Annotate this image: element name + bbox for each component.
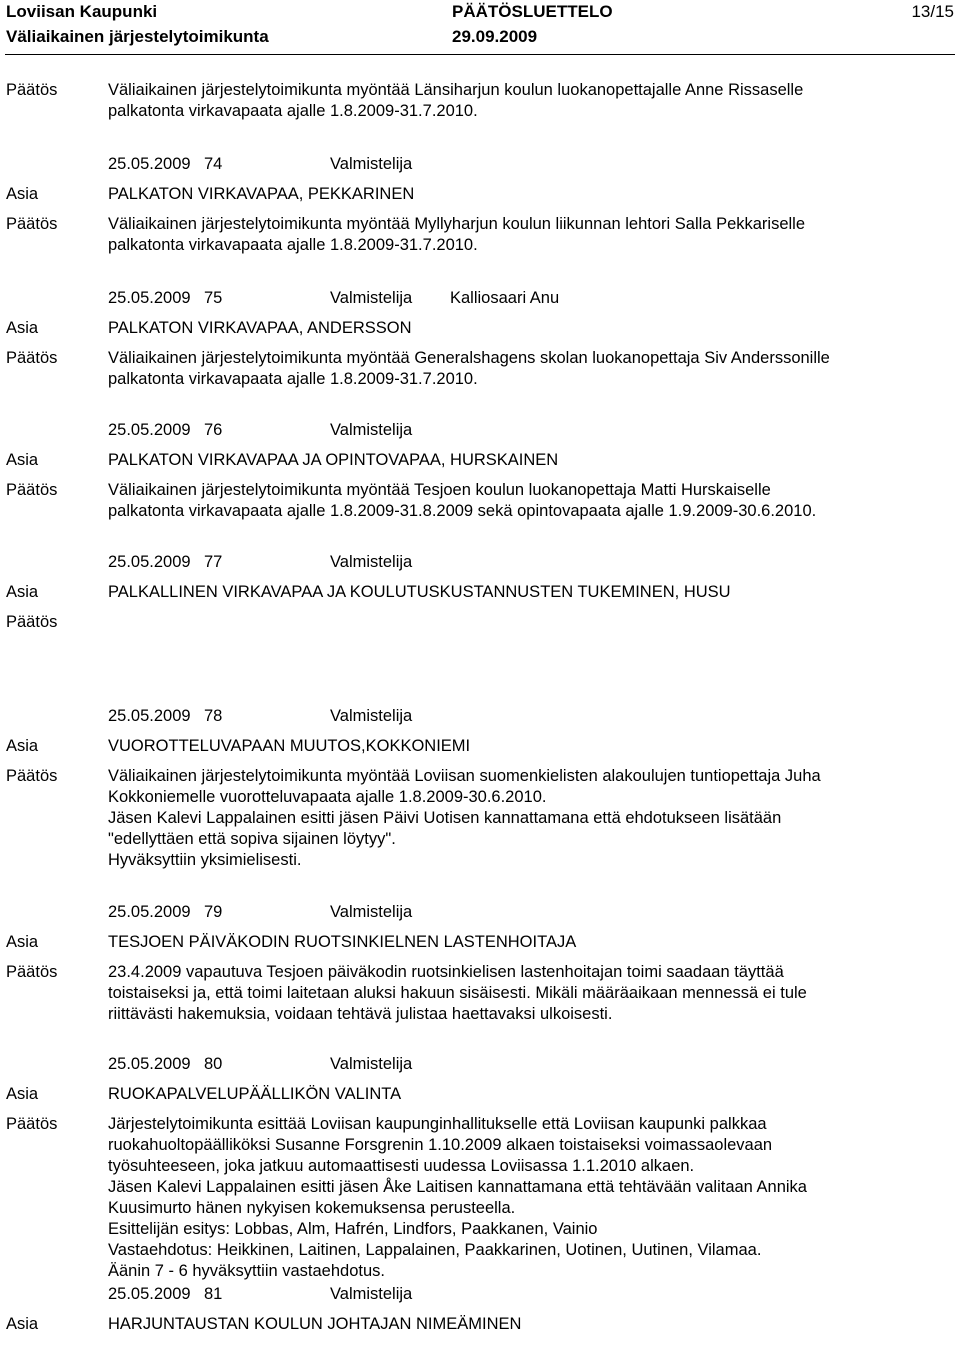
asia-label: Asia (6, 451, 39, 469)
decision-item (0, 1284, 960, 1335)
decision-text-line: Väliaikainen järjestelytoimikunta myöntää Länsiharjun koulun luokanopettajalle Anne Rissaselle (108, 81, 804, 99)
item-role: Valmistelija (330, 1055, 413, 1073)
decision-text-line: palkatonta virkavapaata ajalle 1.8.2009-31.7.2010. (108, 236, 478, 254)
decision-text-line: Esittelijän esitys: Lobbas, Alm, Hafrén, Lindfors, Paakkanen, Vainio (108, 1220, 598, 1238)
decision-item (0, 902, 960, 1025)
item-preparer: Kalliosaari Anu (450, 289, 560, 307)
decision-text-line: "edellyttäen että sopiva sijainen löytyy". (108, 830, 396, 848)
header-org: Loviisan Kaupunki (6, 2, 158, 21)
item-number: 80 (204, 1055, 223, 1073)
item-date: 25.05.2009 (108, 155, 191, 173)
decision-text-line: Kokkoniemelle vuorotteluvapaata ajalle 1.8.2009-30.6.2010. (108, 788, 547, 806)
decision-text-line: Jäsen Kalevi Lappalainen esitti jäsen Åke Laitisen kannattamana että tehtävään valitaan Annika (108, 1178, 807, 1196)
item-role: Valmistelija (330, 707, 413, 725)
item-subject: PALKATON VIRKAVAPAA, ANDERSSON (108, 319, 412, 337)
decision-text-line: työsuhteeseen, joka jatkuu automaattisesti uudessa Loviisassa 1.1.2010 alkaen. (108, 1157, 695, 1175)
item-number: 81 (204, 1285, 223, 1303)
decision-text-line: Väliaikainen järjestelytoimikunta myöntää Tesjoen koulun luokanopettaja Matti Hurskaiselle (108, 481, 771, 499)
decision-text-line: ruokahuoltopäälliköksi Susanne Forsgrenin 1.10.2009 alkaen toistaiseksi voimassaolevaan (108, 1136, 773, 1154)
item-number: 78 (204, 707, 223, 725)
paatos-label: Päätös (6, 1115, 58, 1133)
item-role: Valmistelija (330, 155, 413, 173)
item-subject: HARJUNTAUSTAN KOULUN JOHTAJAN NIMEÄMINEN (108, 1315, 522, 1333)
item-subject: PALKALLINEN VIRKAVAPAA JA KOULUTUSKUSTANNUSTEN TUKEMINEN, HUSU (108, 583, 731, 601)
decision-text-line: Vastaehdotus: Heikkinen, Laitinen, Lappalainen, Paakkarinen, Uotinen, Uutinen, Vilamaa. (108, 1241, 762, 1259)
decision-item (0, 288, 960, 390)
item-role: Valmistelija (330, 1285, 413, 1303)
asia-label: Asia (6, 185, 39, 203)
decision-item (0, 552, 960, 633)
item-subject: VUOROTTELUVAPAAN MUUTOS,KOKKONIEMI (108, 737, 471, 755)
item-date: 25.05.2009 (108, 1055, 191, 1073)
item-date: 25.05.2009 (108, 421, 191, 439)
paatos-label: Päätös (6, 767, 58, 785)
header-doc-type: PÄÄTÖSLUETTELO (452, 2, 613, 21)
paatos-label: Päätös (6, 963, 58, 981)
paatos-label: Päätös (6, 349, 58, 367)
item-role: Valmistelija (330, 421, 413, 439)
asia-label: Asia (6, 737, 39, 755)
decision-text-line: Väliaikainen järjestelytoimikunta myöntää Loviisan suomenkielisten alakoulujen tuntiopettaja Juha (108, 767, 821, 785)
item-number: 75 (204, 289, 223, 307)
decision-text-line: palkatonta virkavapaata ajalle 1.8.2009-31.7.2010. (108, 370, 478, 388)
decision-text-line: Kuusimurto hänen nykyisen kokemuksensa perusteella. (108, 1199, 516, 1217)
paatos-label: Päätös (6, 81, 58, 99)
decision-text-line: 23.4.2009 vapautuva Tesjoen päiväkodin ruotsinkielisen lastenhoitajan toimi saadaan täyttää (108, 963, 784, 981)
decision-text-line: riittävästi hakemuksia, voidaan tehtävä julistaa haettavaksi ulkoisesti. (108, 1005, 613, 1023)
item-subject: PALKATON VIRKAVAPAA JA OPINTOVAPAA, HURSKAINEN (108, 451, 559, 469)
item-date: 25.05.2009 (108, 707, 191, 725)
asia-label: Asia (6, 583, 39, 601)
item-number: 74 (204, 155, 223, 173)
decision-item (0, 1054, 960, 1282)
asia-label: Asia (6, 1315, 39, 1333)
asia-label: Asia (6, 1085, 39, 1103)
paatos-label: Päätös (6, 215, 58, 233)
asia-label: Asia (6, 319, 39, 337)
item-subject: PALKATON VIRKAVAPAA, PEKKARINEN (108, 185, 415, 203)
decision-text-line: Järjestelytoimikunta esittää Loviisan kaupunginhallitukselle että Loviisan kaupunki palkkaa (108, 1115, 767, 1133)
decision-item (0, 420, 960, 522)
asia-label: Asia (6, 933, 39, 951)
decision-text-line: Hyväksyttiin yksimielisesti. (108, 851, 302, 869)
item-role: Valmistelija (330, 289, 413, 307)
decision-text-line: Väliaikainen järjestelytoimikunta myöntää Myllyharjun koulun liikunnan lehtori Salla Pekkariselle (108, 215, 806, 233)
decision-text-line: toistaiseksi ja, että toimi laitetaan aluksi hakuun sisäisesti. Mikäli määräaikaan mennessä ei tule (108, 984, 807, 1002)
item-date: 25.05.2009 (108, 289, 191, 307)
decision-text-line: Jäsen Kalevi Lappalainen esitti jäsen Päivi Uotisen kannattamana että ehdotukseen lisätään (108, 809, 782, 827)
header-page-number: 13/15 (911, 2, 954, 21)
decision-text-line: Väliaikainen järjestelytoimikunta myöntää Generalshagens skolan luokanopettaja Siv Anderssonille (108, 349, 830, 367)
decision-text-line: palkatonta virkavapaata ajalle 1.8.2009-31.8.2009 sekä opintovapaata ajalle 1.9.2009-30.6.2010. (108, 502, 817, 520)
continued-decision (0, 80, 960, 122)
decision-item (0, 154, 960, 256)
item-date: 25.05.2009 (108, 903, 191, 921)
item-number: 76 (204, 421, 223, 439)
item-subject: RUOKAPALVELUPÄÄLLIKÖN VALINTA (108, 1085, 402, 1103)
item-role: Valmistelija (330, 553, 413, 571)
paatos-label: Päätös (6, 613, 58, 631)
item-number: 79 (204, 903, 223, 921)
decision-text-line: Äänin 7 - 6 hyväksyttiin vastaehdotus. (108, 1262, 385, 1280)
item-date: 25.05.2009 (108, 1285, 191, 1303)
decision-item (0, 706, 960, 871)
header-date: 29.09.2009 (452, 27, 538, 46)
item-role: Valmistelija (330, 903, 413, 921)
decision-text-line: palkatonta virkavapaata ajalle 1.8.2009-31.7.2010. (108, 102, 478, 120)
item-date: 25.05.2009 (108, 553, 191, 571)
item-number: 77 (204, 553, 223, 571)
paatos-label: Päätös (6, 481, 58, 499)
item-subject: TESJOEN PÄIVÄKODIN RUOTSINKIELNEN LASTENHOITAJA (108, 933, 577, 951)
header-body: Väliaikainen järjestelytoimikunta (6, 27, 269, 46)
